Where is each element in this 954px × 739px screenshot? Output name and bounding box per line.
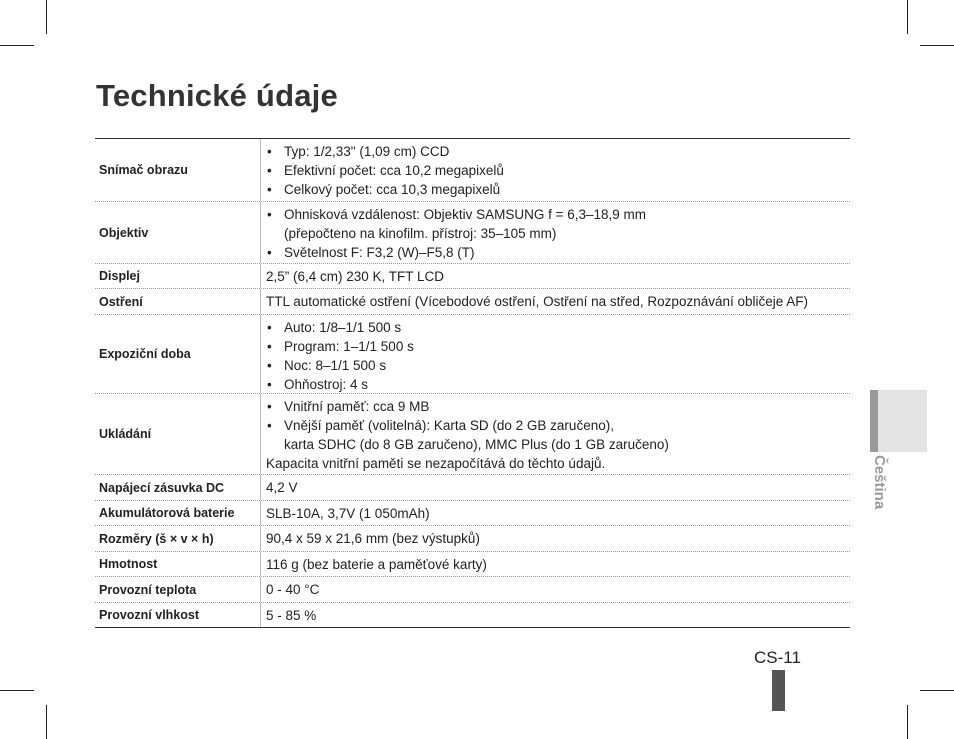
crop-mark	[46, 705, 47, 739]
spec-label: Expoziční doba	[95, 315, 261, 393]
spec-line: • Noc: 8–1/1 500 s	[266, 356, 850, 375]
spec-label: Provozní vlhkost	[95, 603, 261, 627]
spec-label: Napájecí zásuvka DC	[95, 475, 261, 500]
language-tab	[870, 390, 927, 452]
spec-line: • Efektivní počet: cca 10,2 megapixelů	[266, 161, 850, 180]
spec-value	[261, 202, 850, 263]
spec-line: • Program: 1–1/1 500 s	[266, 337, 850, 356]
spec-label: Rozměry (š × v × h)	[95, 526, 261, 551]
spec-value: TTL automatické ostření (Vícebodové ostření, Ostření na střed, Rozpoznávání obličeje AF)	[266, 294, 809, 309]
crop-mark	[907, 0, 908, 34]
page-title: Technické údaje	[96, 78, 338, 113]
language-tab-bar	[870, 390, 878, 452]
spec-line: (přepočteno na kinofilm. přístroj: 35–105 mm)	[284, 226, 557, 241]
crop-mark	[920, 45, 954, 46]
page-number-bar	[772, 670, 785, 711]
spec-value: 90,4 x 59 x 21,6 mm (bez výstupků)	[266, 531, 480, 546]
spec-row	[95, 603, 850, 627]
spec-table	[95, 138, 850, 628]
spec-line: • Vnější paměť (volitelná): Karta SD (do 2 GB zaručeno),	[266, 416, 850, 435]
spec-line: • Celkový počet: cca 10,3 megapixelů	[266, 180, 850, 199]
spec-line: • Ohňostroj: 4 s	[266, 375, 850, 394]
page-number: CS-11	[754, 648, 801, 667]
spec-label: Hmotnost	[95, 552, 261, 576]
crop-mark	[0, 690, 34, 691]
spec-value	[261, 394, 850, 474]
spec-value: 0 - 40 °C	[266, 582, 320, 597]
spec-value	[261, 139, 850, 201]
spec-row	[95, 139, 850, 202]
spec-value: 116 g (bez baterie a paměťové karty)	[266, 557, 487, 572]
spec-line: • Auto: 1/8–1/1 500 s	[266, 318, 850, 337]
spec-row	[95, 315, 850, 394]
spec-line: • Typ: 1/2,33" (1,09 cm) CCD	[266, 142, 850, 161]
spec-value	[261, 315, 850, 393]
spec-row	[95, 501, 850, 526]
spec-line: • Ohnisková vzdálenost: Objektiv SAMSUNG f = 6,3–18,9 mm	[266, 205, 850, 224]
spec-value: 5 - 85 %	[266, 608, 317, 623]
language-tab-label: Čeština	[871, 455, 888, 510]
spec-row	[95, 202, 850, 264]
spec-value: SLB-10A, 3,7V (1 050mAh)	[266, 506, 430, 521]
spec-label: Akumulátorová baterie	[95, 501, 261, 525]
spec-row	[95, 475, 850, 501]
spec-line: • Vnitřní paměť: cca 9 MB	[266, 397, 850, 416]
spec-label: Ostření	[95, 289, 261, 314]
spec-line: • Světelnost F: F3,2 (W)–F5,8 (T)	[266, 243, 850, 262]
spec-row	[95, 264, 850, 289]
spec-label: Provozní teplota	[95, 577, 261, 602]
spec-label: Objektiv	[95, 202, 261, 263]
spec-row	[95, 577, 850, 603]
crop-mark	[46, 0, 47, 34]
spec-row	[95, 394, 850, 475]
crop-mark	[0, 45, 34, 46]
spec-label: Snímač obrazu	[95, 139, 261, 201]
crop-mark	[920, 690, 954, 691]
spec-row	[95, 289, 850, 315]
spec-row	[95, 526, 850, 552]
spec-label: Ukládání	[95, 394, 261, 474]
spec-value: 4,2 V	[266, 480, 298, 495]
crop-mark	[907, 705, 908, 739]
spec-line: karta SDHC (do 8 GB zaručeno), MMC Plus (do 1 GB zaručeno)	[284, 437, 669, 452]
spec-note: Kapacita vnitřní paměti se nezapočítává do těchto údajů.	[266, 456, 606, 471]
spec-value: 2,5” (6,4 cm) 230 K, TFT LCD	[266, 269, 445, 284]
spec-row	[95, 552, 850, 577]
spec-label: Displej	[95, 264, 261, 288]
